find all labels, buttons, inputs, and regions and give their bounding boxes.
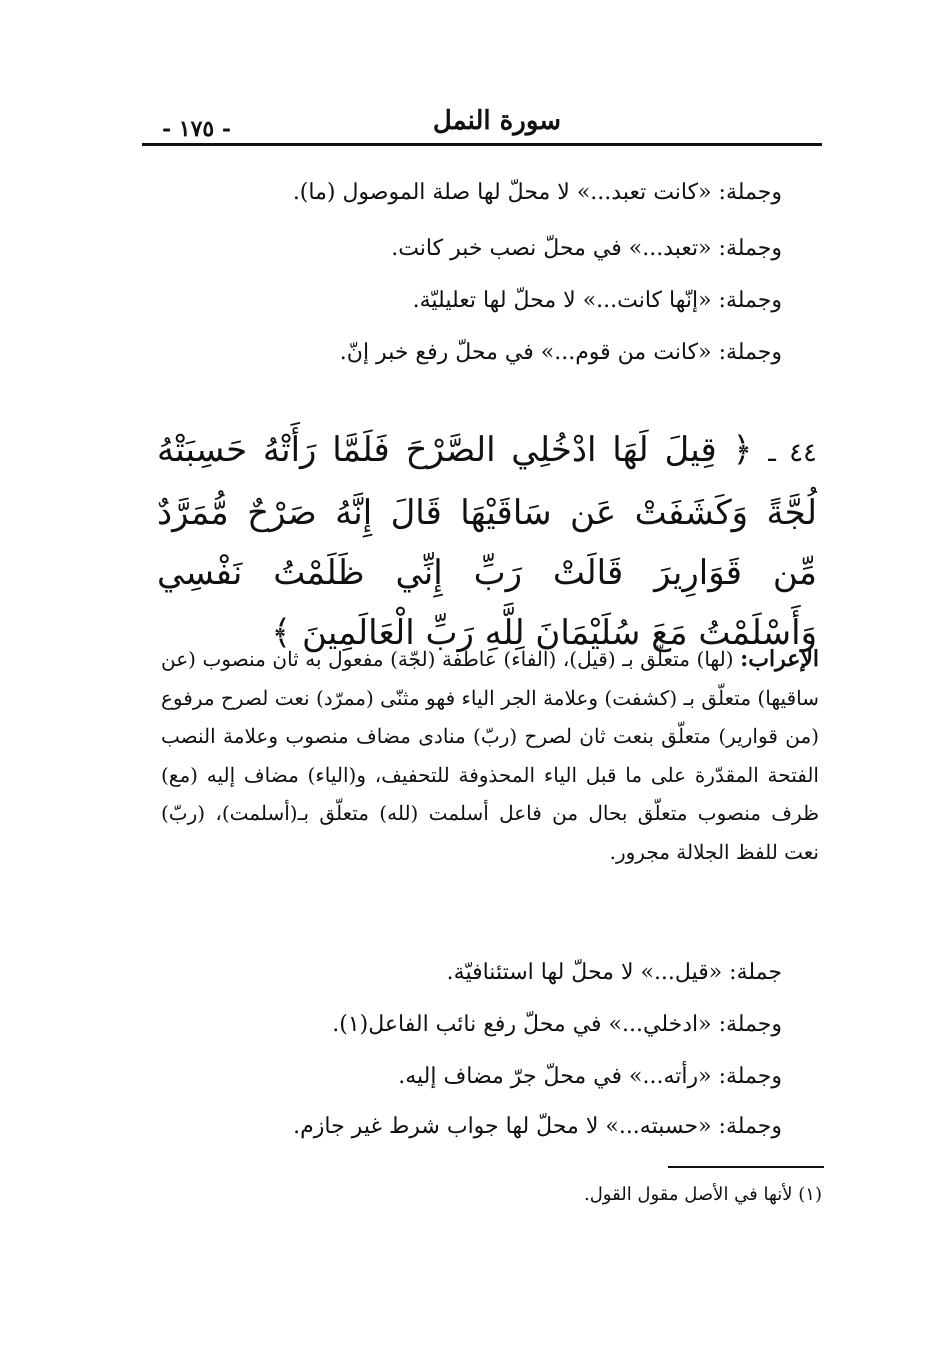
page-number: - ١٧٥ - <box>162 116 232 142</box>
footnote-divider <box>668 1166 824 1168</box>
header-divider <box>142 143 822 146</box>
sentence-line: وجملة: «رأته...» في محلّ جرّ مضاف إليه. <box>398 1064 782 1089</box>
surah-title: سورة النمل <box>432 106 562 136</box>
sentence-line: وجملة: «تعبد...» في محلّ نصب خبر كانت. <box>391 236 782 261</box>
irab-paragraph <box>161 640 819 871</box>
sentence-line: جملة: «قيل...» لا محلّ لها استئنافيّة. <box>446 960 782 985</box>
sentence-line: وجملة: «كانت تعبد...» لا محلّ لها صلة الموصول (ما). <box>292 180 782 205</box>
sentence-line: وجملة: «كانت من قوم...» في محلّ رفع خبر إنّ. <box>339 340 782 365</box>
page-header <box>142 102 822 142</box>
sentence-line: وجملة: «حسبته...» لا محلّ لها جواب شرط غير جازم. <box>293 1114 782 1139</box>
quran-verse <box>157 420 817 663</box>
sentence-line: وجملة: «إنّها كانت...» لا محلّ لها تعليليّة. <box>412 288 782 313</box>
verse-number: ٤٤ ـ <box>768 438 817 468</box>
irab-text: (لها) متعلّق بـ (قيل)، (الفاء) عاطفة (لجّة) مفعول به ثان منصوب (عن ساقيها) متعلّق بـ (كشفت) وعلامة الجر الياء فهو مثنّى (ممرّد) نعت لصرح مرفوع (من قوارير) متعلّق بنعت ثان لصرح (ربّ) منادى مضاف منصوب وعلامة النصب الفتحة المقدّرة على ما قبل الياء المحذوفة للتحفيف، و(الياء) مضاف إليه (مع) ظرف منصوب متعلّق بحال من فاعل أسلمت (لله) متعلّق بـ(أسلمت)، (ربّ) نعت للفظ الجلالة مجرور. <box>161 647 819 864</box>
verse-text: ﴿ قِيلَ لَهَا ادْخُلِي الصَّرْحَ فَلَمَّا رَأَتْهُ حَسِبَتْهُ لُجَّةً وَكَشَفَتْ عَن سَاقَيْهَا قَالَ إِنَّهُ صَرْحٌ مُّمَرَّدٌ مِّن قَوَارِيرَ قَالَتْ رَبِّ إِنِّي ظَلَمْتُ نَفْسِي وَأَسْلَمْتُ مَعَ سُلَيْمَانَ لِلَّهِ رَبِّ الْعَالَمِينَ ﴾ <box>157 430 817 653</box>
sentence-line: وجملة: «ادخلي...» في محلّ رفع نائب الفاعل(١). <box>332 1012 782 1037</box>
footnote: (١) لأنها في الأصل مقول القول. <box>584 1184 822 1205</box>
irab-label: الإعراب: <box>740 646 819 672</box>
